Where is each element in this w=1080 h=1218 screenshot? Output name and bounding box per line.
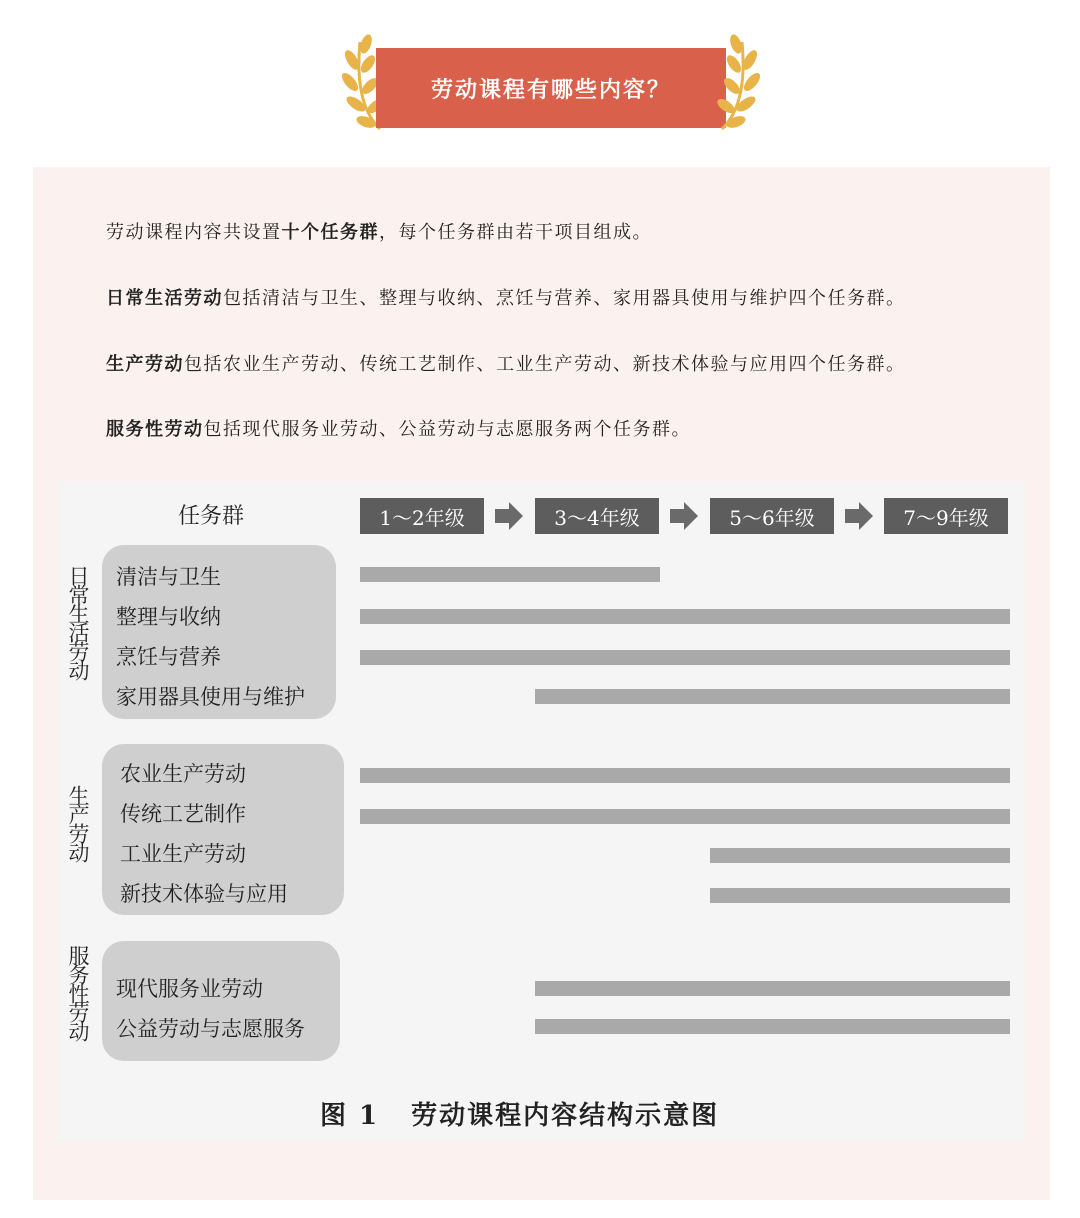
intro-text: 包括现代服务业劳动、公益劳动与志愿服务两个任务群。 [203, 419, 691, 440]
task-group-header: 任务群 [178, 504, 245, 529]
bar-industrial [710, 848, 1010, 863]
task-label: 公益劳动与志愿服务 [116, 1017, 305, 1041]
task-label: 现代服务业劳动 [116, 977, 263, 1001]
grade-7-9: 7～9年级 [884, 498, 1008, 534]
caption-number: 图 1 [320, 1101, 380, 1131]
category-daily-life: 日常生活劳动 [66, 565, 90, 679]
task-label: 传统工艺制作 [120, 802, 246, 826]
arrow-right-icon [845, 501, 873, 531]
intro-paragraph-2 [106, 284, 906, 310]
bar-cooking-nutrition [360, 650, 1010, 665]
category-production: 生产劳动 [66, 785, 90, 861]
bar-organize-storage [360, 609, 1010, 624]
intro-paragraph-1 [106, 218, 652, 244]
page-title: 劳动课程有哪些内容？ [430, 77, 671, 103]
intro-paragraph-4 [106, 415, 691, 441]
bar-modern-service [535, 981, 1010, 996]
task-label: 烹饪与营养 [116, 645, 221, 669]
intro-text: 包括清洁与卫生、整理与收纳、烹饪与营养、家用器具使用与维护四个任务群。 [223, 288, 906, 309]
grade-1-2: 1～2年级 [360, 498, 484, 534]
task-label: 农业生产劳动 [120, 762, 246, 786]
bar-agriculture [360, 768, 1010, 783]
arrow-right-icon [670, 501, 698, 531]
caption-text: 劳动课程内容结构示意图 [411, 1101, 720, 1131]
bar-traditional-craft [360, 809, 1010, 824]
task-label: 清洁与卫生 [116, 565, 221, 589]
intro-bold: 服务性劳动 [106, 419, 204, 440]
bar-new-tech [710, 888, 1010, 903]
intro-bold: 日常生活劳动 [106, 288, 223, 309]
intro-bold: 十个任务群 [281, 222, 379, 243]
task-label: 工业生产劳动 [120, 842, 246, 866]
task-label: 家用器具使用与维护 [116, 685, 305, 709]
grade-3-4: 3～4年级 [535, 498, 659, 534]
intro-text: 劳动课程内容共设置 [106, 222, 282, 243]
figure-caption [320, 1095, 719, 1132]
bar-public-volunteer [535, 1019, 1010, 1034]
task-label: 整理与收纳 [116, 605, 221, 629]
arrow-right-icon [495, 501, 523, 531]
grade-5-6: 5～6年级 [710, 498, 834, 534]
laurel-right-icon [702, 34, 762, 134]
structure-diagram [58, 481, 1025, 1141]
bar-household-appliances [535, 689, 1010, 704]
intro-text: 包括农业生产劳动、传统工艺制作、工业生产劳动、新技术体验与应用四个任务群。 [184, 354, 906, 375]
intro-text: ，每个任务群由若干项目组成。 [379, 222, 652, 243]
bar-clean-hygiene [360, 567, 660, 582]
task-label: 新技术体验与应用 [120, 882, 288, 906]
title-banner [376, 48, 726, 128]
category-service: 服务性劳动 [66, 945, 90, 1040]
intro-paragraph-3 [106, 350, 906, 376]
intro-bold: 生产劳动 [106, 354, 184, 375]
